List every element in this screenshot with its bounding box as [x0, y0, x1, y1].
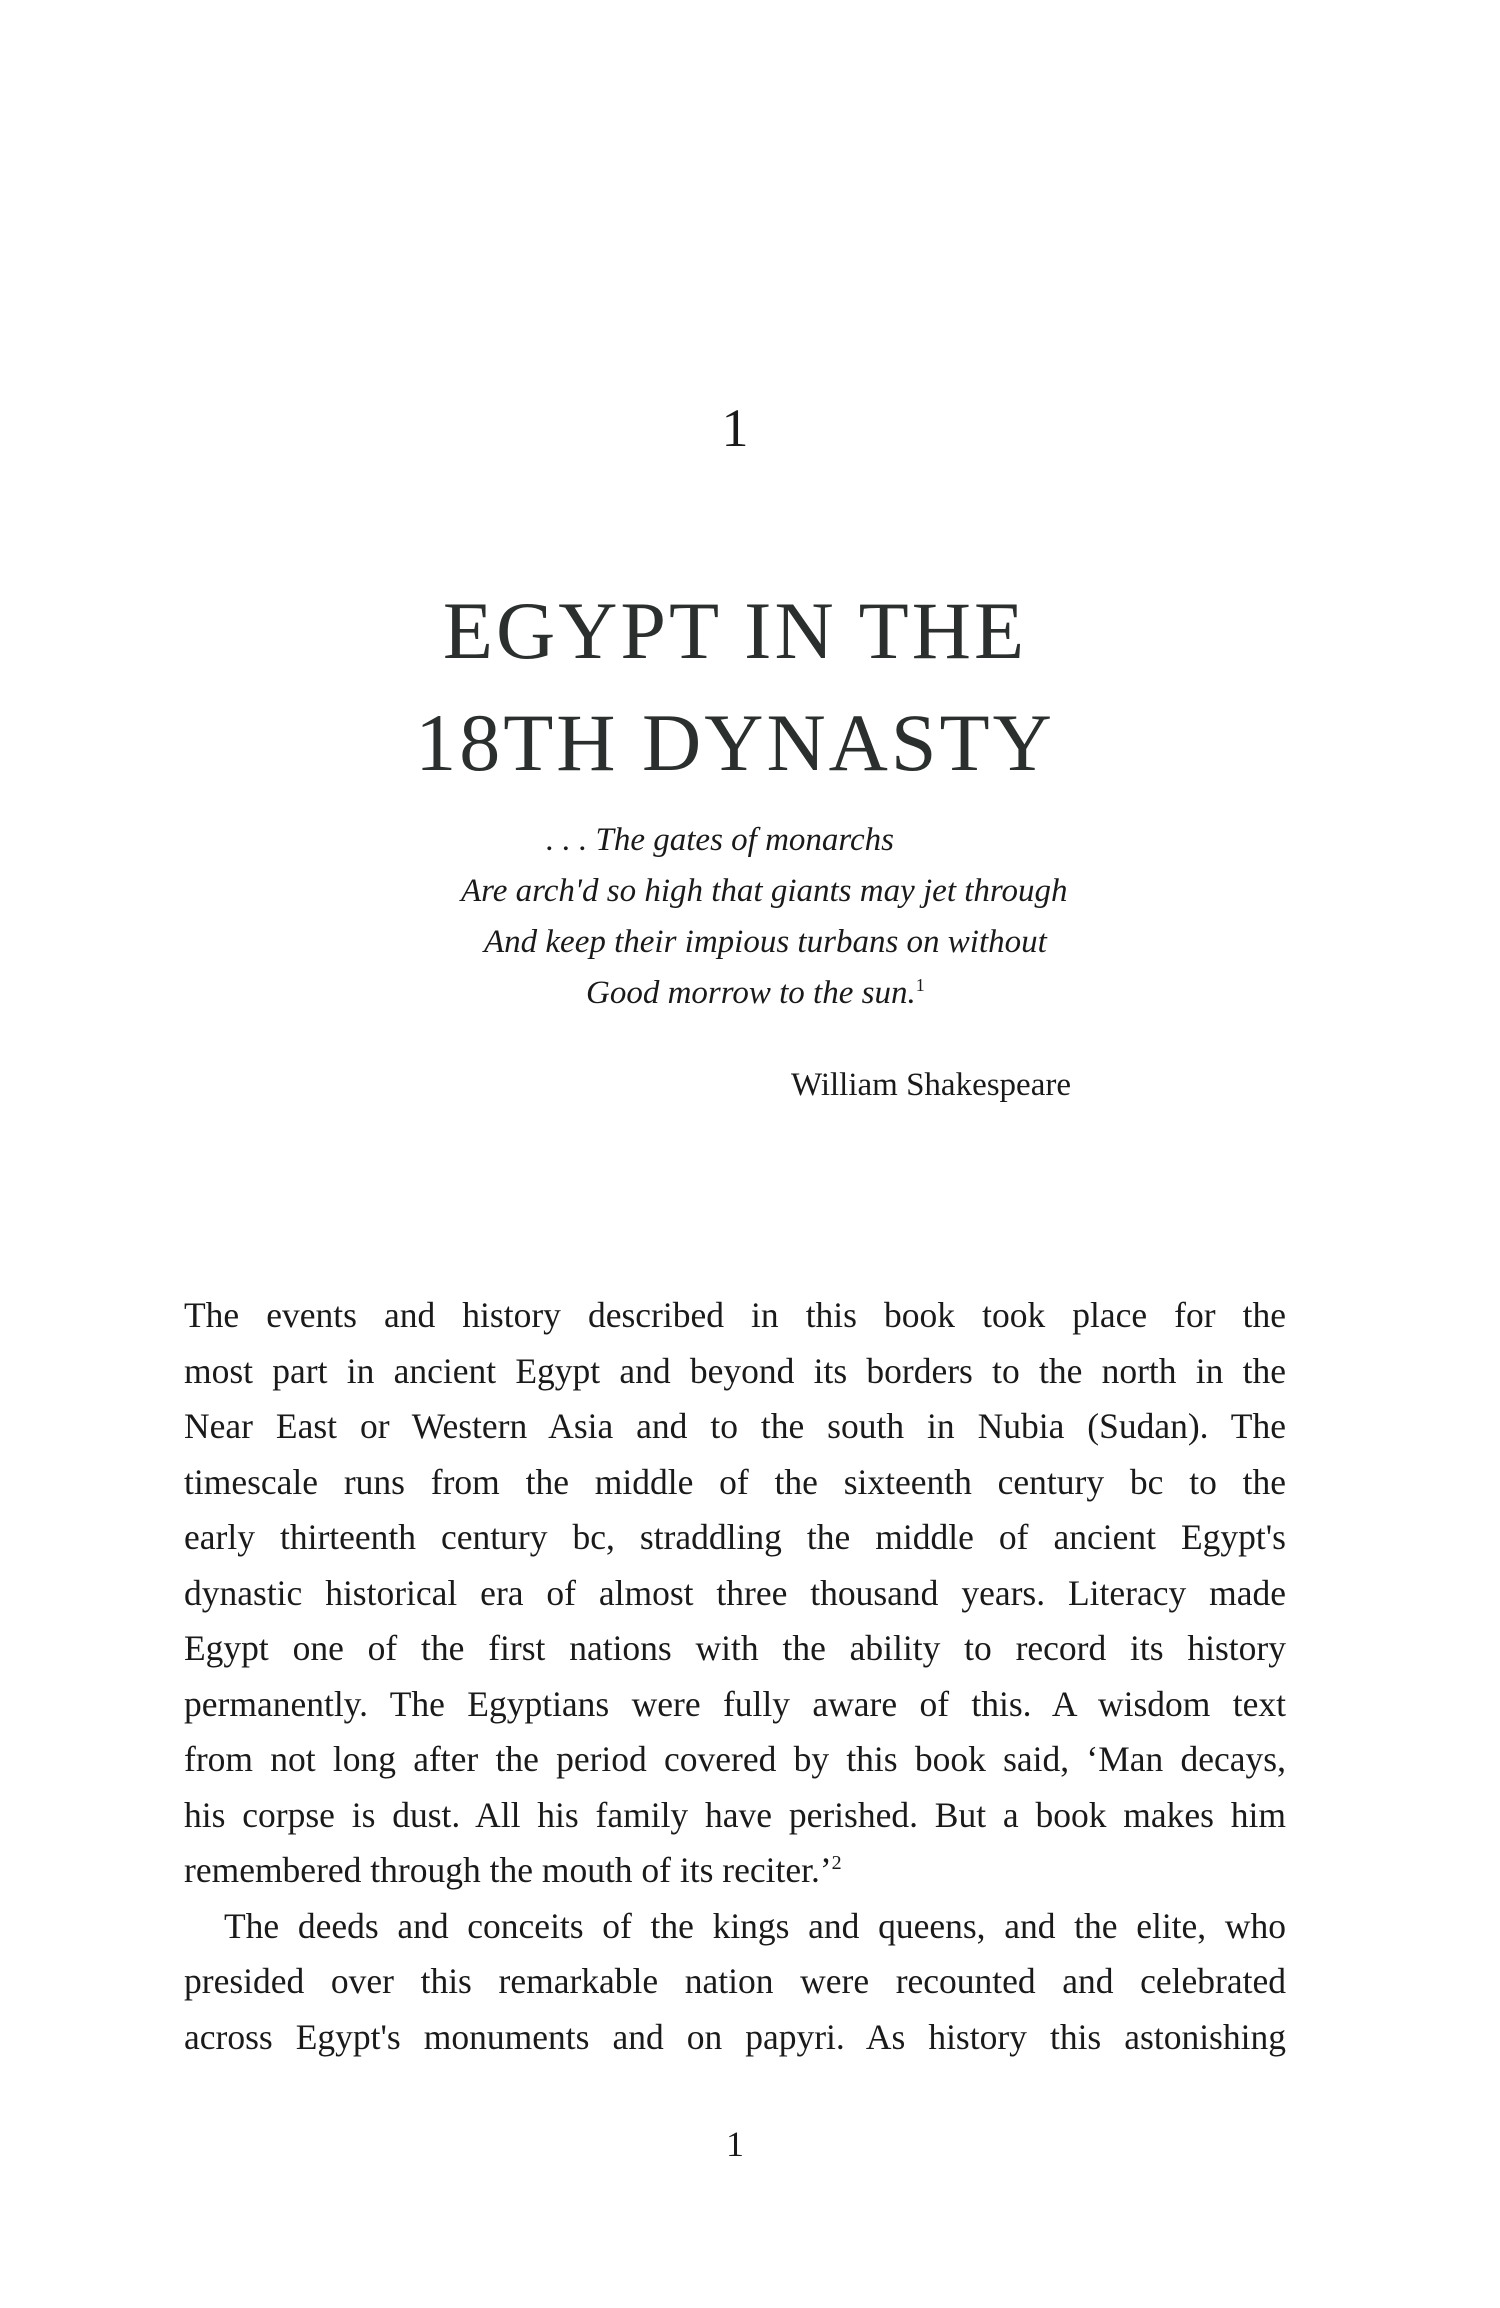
body-line-text: remembered through the mouth of its reciter.’ [184, 1850, 832, 1890]
body-line: dynastic historical era of almost three thousand years. Literacy made [184, 1572, 1286, 1613]
body-line: from not long after the period covered by this book said, ‘Man decays, [184, 1739, 1286, 1779]
chapter-title-line-2: 18TH DYNASTY [415, 697, 1055, 788]
body-line: his corpse is dust. All his family have perished. But a book makes him [184, 1794, 1286, 1835]
footnote-marker-2: 2 [831, 1852, 842, 1875]
body-line: most part in ancient Egypt and beyond its borders to the north in the [184, 1350, 1286, 1391]
epigraph [0, 815, 1470, 1019]
body-line: early thirteenth century bc, straddling the middle of ancient Egypt's [184, 1517, 1286, 1557]
body-line: across Egypt's monuments and on papyri. As history this astonishing [184, 2016, 1286, 2057]
chapter-title-line-1: EGYPT IN THE [442, 585, 1028, 676]
footnote-marker-1: 1 [915, 975, 925, 995]
body-line: Near East or Western Asia and to the south in Nubia (Sudan). The [184, 1406, 1286, 1446]
body-line: permanently. The Egyptians were fully aware of this. A wisdom text [184, 1683, 1286, 1724]
chapter-number: 1 [721, 398, 749, 458]
body-line: Egypt one of the first nations with the ability to record its history [184, 1628, 1286, 1668]
body-line-last [184, 1843, 1286, 1899]
epigraph-attribution: William Shakespeare [791, 1067, 1071, 1103]
epigraph-line: . . . The gates of monarchs [546, 822, 895, 858]
chapter-title [0, 575, 1470, 799]
body-text [184, 1288, 1286, 2065]
body-line: timescale runs from the middle of the sixteenth century bc to the [184, 1461, 1286, 1502]
epigraph-line-text: Good morrow to the sun. [586, 975, 916, 1011]
body-line: The deeds and conceits of the kings and queens, and the elite, who [224, 1905, 1286, 1946]
body-line: The events and history described in this book took place for the [184, 1295, 1286, 1335]
page-number: 1 [726, 2124, 744, 2164]
body-line: presided over this remarkable nation were recounted and celebrated [184, 1961, 1286, 2001]
epigraph-line: And keep their impious turbans on without [484, 924, 1047, 960]
epigraph-line-last [0, 968, 1470, 1019]
epigraph-line: Are arch'd so high that giants may jet through [461, 873, 1068, 909]
